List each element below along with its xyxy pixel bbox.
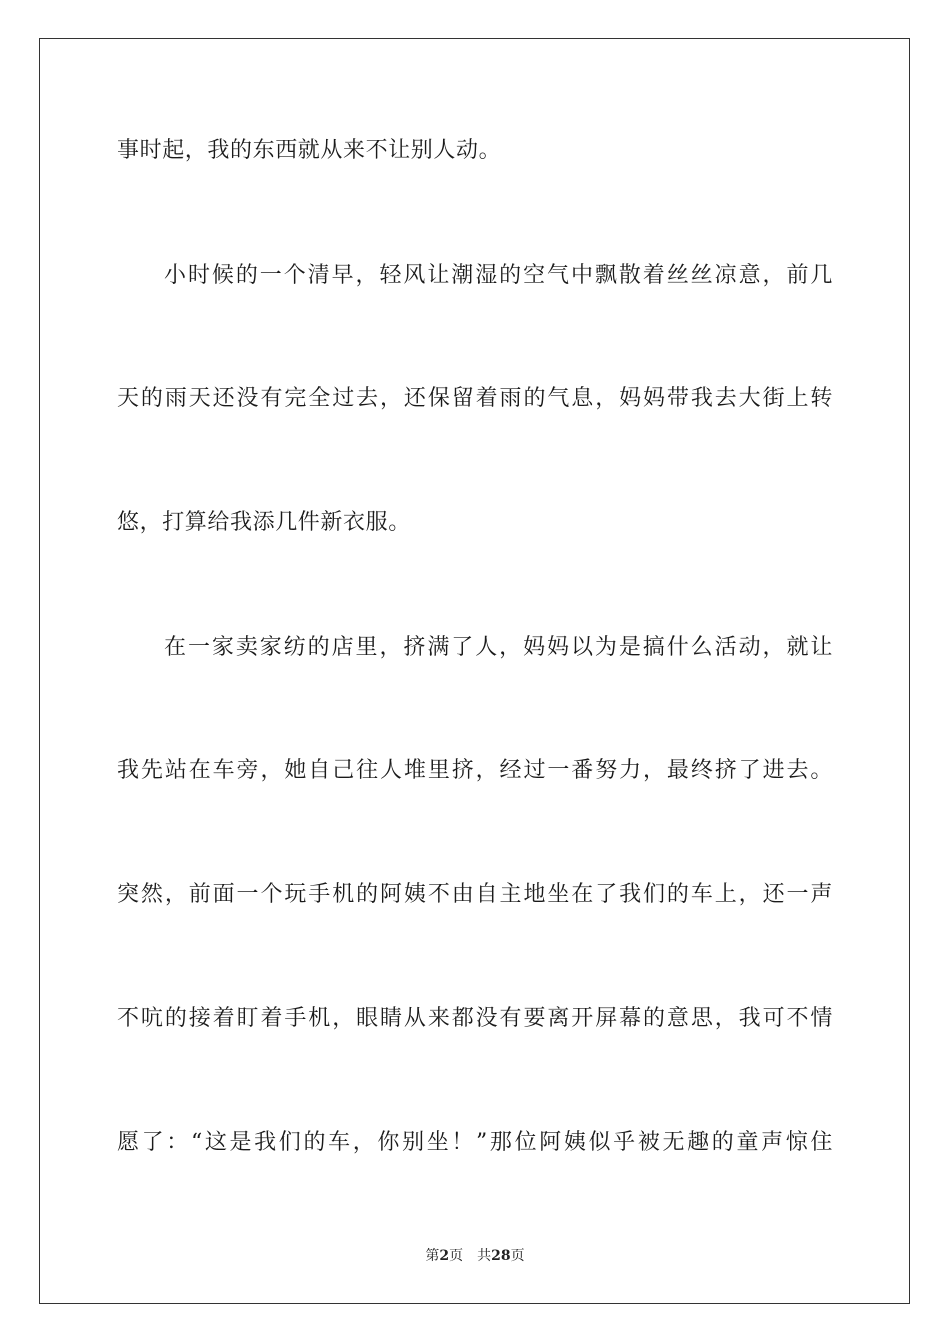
text-line-3: 天的雨天还没有完全过去，还保留着雨的气息，妈妈带我去大街上转 xyxy=(117,386,833,411)
text-line-7: 突然，前面一个玩手机的阿姨不由自主地坐在了我们的车上，还一声 xyxy=(117,882,833,907)
total-prefix: 共 xyxy=(477,1248,492,1264)
text-line-5: 在一家卖家纺的店里，挤满了人，妈妈以为是搞什么活动，就让 xyxy=(164,635,833,660)
page-border xyxy=(39,38,910,1304)
text-line-4: 悠，打算给我添几件新衣服。 xyxy=(117,510,411,535)
page-number: 2 xyxy=(439,1248,450,1264)
total-suffix: 页 xyxy=(510,1248,525,1264)
text-line-6: 我先站在车旁，她自己往人堆里挤，经过一番努力，最终挤了进去。 xyxy=(117,758,833,783)
text-line-8: 不吭的接着盯着手机，眼睛从来都没有要离开屏幕的意思，我可不情 xyxy=(117,1006,833,1031)
text-line-1: 事时起，我的东西就从来不让别人动。 xyxy=(117,138,502,163)
text-line-2: 小时候的一个清早，轻风让潮湿的空气中飘散着丝丝凉意，前几 xyxy=(164,263,833,288)
page-prefix: 第 xyxy=(425,1248,440,1264)
total-pages: 28 xyxy=(491,1248,511,1264)
page-suffix: 页 xyxy=(449,1248,464,1264)
page-footer xyxy=(0,1247,950,1265)
text-line-9: 愿了：“这是我们的车，你别坐！”那位阿姨似乎被无趣的童声惊住 xyxy=(117,1130,833,1155)
